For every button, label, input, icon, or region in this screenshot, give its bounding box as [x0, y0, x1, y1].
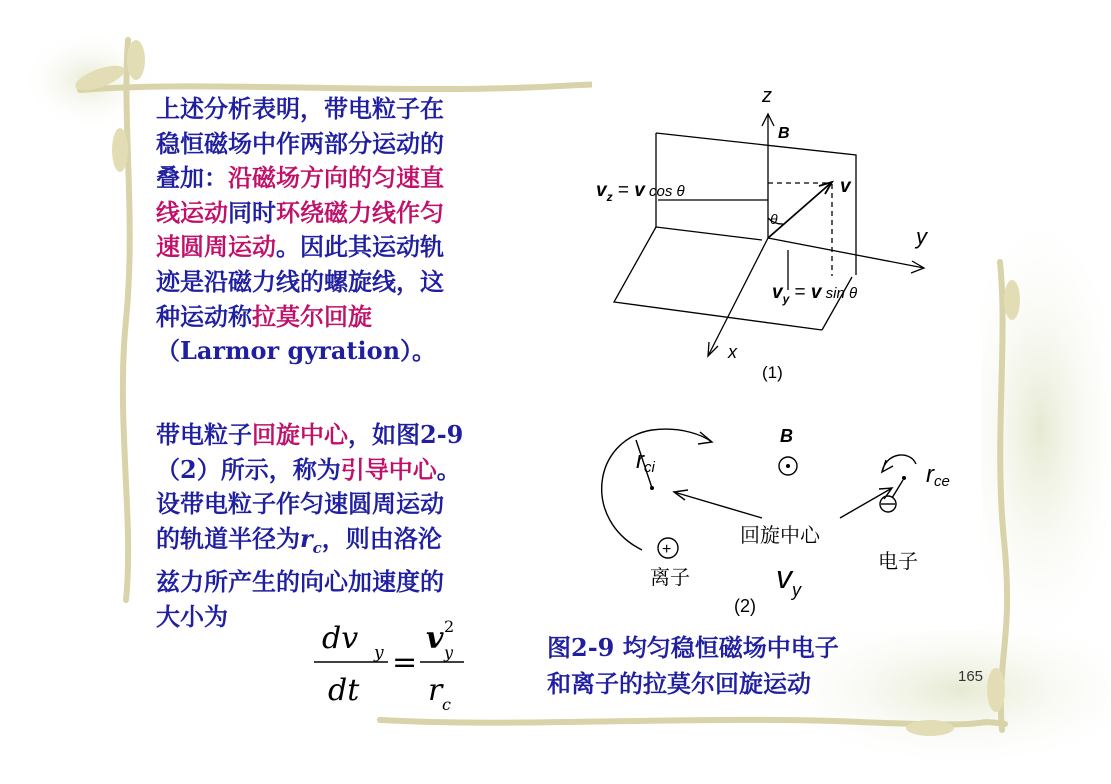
formula-numerator-subscript: y: [374, 643, 384, 663]
figure-caption-line: 和离子的拉莫尔回旋运动: [547, 669, 811, 698]
text-span: 叠加：: [156, 163, 228, 193]
formula-svg: [308, 612, 478, 722]
text-span: （Larmor gyration）。: [156, 336, 437, 366]
text-span: （2）所示，称为: [156, 454, 341, 484]
text-line: [156, 161, 556, 196]
formula-equals: =: [392, 645, 418, 680]
text-line: [156, 92, 556, 127]
text-line: [156, 230, 556, 265]
text-span: 设带电粒子作匀速圆周运动: [156, 489, 444, 519]
text-span: 。: [436, 454, 461, 484]
text-span: 同时: [228, 197, 276, 227]
x-axis-label: x: [728, 342, 737, 362]
figure1-caption: (1): [762, 363, 783, 382]
text-line: [156, 418, 566, 453]
text-span: 上述分析表明，带电粒子在: [156, 94, 444, 123]
ion-plus-sign: +: [662, 541, 672, 558]
text-span: 大小为: [156, 601, 228, 631]
figure2-caption: (2): [734, 596, 756, 616]
formula-rhs-subscript: y: [444, 643, 454, 662]
figure2-field-label: B: [780, 426, 793, 446]
text-line: [156, 196, 556, 231]
highlight-span: 速圆周运动: [156, 232, 276, 262]
highlight-span: 回旋中心: [252, 420, 348, 449]
text-line: [156, 522, 566, 565]
vy-equation: $v_y = v$ sin θ: [772, 282, 858, 306]
field-dot: [786, 464, 790, 468]
radius-subscript: c: [312, 538, 322, 557]
formula-rhs-numerator: v: [426, 621, 444, 656]
paragraph-guiding-center: [156, 418, 566, 634]
theta-label: θ: [770, 211, 778, 227]
text-span: 兹力所产生的向心加速度的: [156, 567, 444, 597]
text-span: 带电粒子: [156, 420, 252, 449]
text-line: [156, 487, 566, 522]
text-line: [156, 565, 566, 600]
text-span: ，则由洛沦: [321, 523, 442, 553]
radius-symbol: r: [300, 523, 313, 553]
y-axis-label: y: [916, 224, 927, 249]
text-line: [156, 127, 556, 162]
highlight-span: 沿磁场方向的匀速直: [228, 163, 444, 193]
vz-equation: $v_z = v$ cos θ: [596, 180, 685, 204]
ion-label: 离子: [650, 567, 690, 589]
guiding-center-label: 回旋中心: [740, 525, 820, 547]
formula-rhs-denominator-subscript: c: [442, 695, 451, 714]
text-span: 稳恒磁场中作两部分运动的: [156, 128, 444, 158]
text-span: ，如图2-9: [348, 420, 464, 449]
figure-background: [592, 80, 982, 630]
highlight-span: 线运动: [156, 197, 228, 227]
formula-rhs-denominator: r: [428, 673, 443, 708]
ion-radius-label: rci: [636, 447, 655, 476]
figure-2-9: [592, 80, 982, 634]
electron-guiding-center: [902, 476, 906, 480]
electron-radius-label: rce: [926, 461, 950, 490]
highlight-span: 引导中心: [340, 454, 437, 484]
figure-caption: [547, 630, 839, 702]
text-span: 迹是沿磁力线的螺旋线，这: [156, 266, 444, 296]
text-span: 。因此其运动轨: [276, 232, 444, 262]
highlight-span: 拉莫尔回旋: [252, 301, 372, 331]
figure2-vy-label: $v_y$: [776, 559, 801, 600]
paragraph-larmor-gyration: [156, 92, 556, 369]
text-line: [156, 334, 556, 369]
text-line: [156, 265, 556, 300]
ion-guiding-center: [650, 486, 654, 490]
formula-numerator: dv: [322, 621, 359, 656]
text-line: [156, 300, 556, 335]
velocity-label: v: [840, 176, 851, 197]
centripetal-acceleration-formula: [308, 612, 478, 722]
formula-denominator: dt: [328, 673, 360, 708]
formula-rhs-superscript: 2: [444, 617, 455, 636]
figure-svg: [592, 80, 982, 630]
figure-caption-line: 图2-9 均匀稳恒磁场中电子: [547, 633, 839, 662]
text-line: [156, 453, 566, 488]
text-span: 种运动称: [156, 301, 252, 331]
magnetic-field-label: B: [778, 125, 790, 142]
highlight-span: 环绕磁力线作匀: [276, 197, 444, 227]
text-span: 的轨道半径为: [156, 523, 300, 553]
page-number: 165: [958, 668, 984, 685]
z-axis-label: z: [762, 85, 772, 107]
electron-label: 电子: [878, 551, 918, 573]
